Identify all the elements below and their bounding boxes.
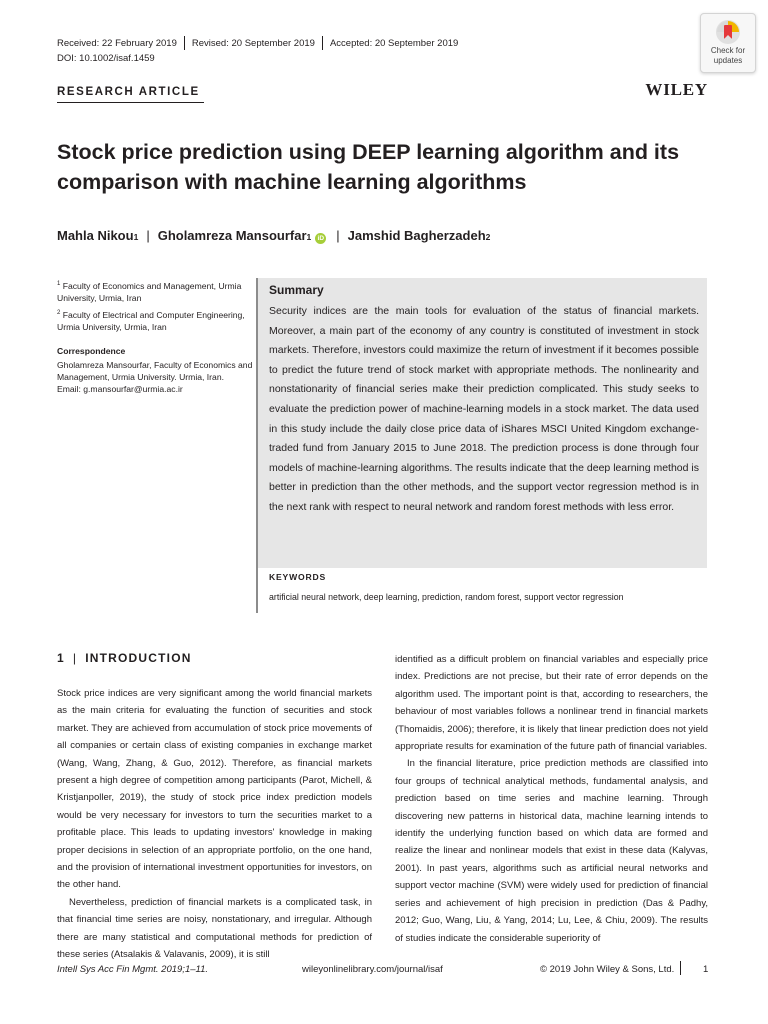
author-name[interactable]: Jamshid Bagherzadeh [347,228,486,243]
badge-label-line2: updates [713,56,743,65]
author-affiliation-mark: 1 [306,232,312,242]
body-paragraph: identified as a difficult problem on financial variables and especially price index. Predictions are not precise, but their rate of error depends on the algorithm used. The important point is that, according to researchers, the behaviour of most variables follows a nonlinear trend in financial markets (Thomaidis, 2006); therefore, it is likely that linear prediction does not yield appropriate results for examination of the future path of financial variables. [395,654,708,753]
orcid-icon[interactable]: iD [315,233,326,244]
article-dates [57,36,458,50]
summary-heading: Summary [269,283,324,297]
correspondence-email[interactable]: Email: g.mansourfar@urmia.ac.ir [57,384,183,394]
affiliation [57,307,252,333]
body-paragraph: Stock price indices are very significant among the world financial markets as the main criteria for evaluating the function of securities and stock market. They are achieved from accumulation of stock price movements of all companies or certain class of existing companies in exchange market (Wang, Wang, Zhang, & Guo, 2012). Therefore, as financial markets present a high degree of competition among participants (Parot, Michell, & Kristjanpoller, 2019), the study of stock price index prediction models would be very necessary for investors to turn the securities market to a profitable place. This leads to updating investors' knowledge in making proper decisions in selection of an appropriate portfolio, on the one hand, and the provision of international investment opportunities for investors, on the other hand. [57,688,372,891]
affiliation [57,278,252,304]
author-name[interactable]: Gholamreza Mansourfar [157,228,307,243]
article-type-underline [57,102,204,103]
body-paragraph: In the financial literature, price prediction methods are classified into four groups of technical analytical methods, fundamental analysis, and prediction based on time series and machine learning. Through discovering new patterns in historical data, machine learning intends to identify the underlying function based on which data are formed and realize the linear and nonlinear models that exist in these data (Kalyvas, 2001). In past years, algorithms such as artificial neural networks and support vector machine (SVM) were widely used for prediction of financial series and achievement of high precision in prediction (Das & Padhy, 2012; Guo, Wang, Liu, & Yang, 2014; Lu, Lee, & Chiu, 2009). The results of studies indicate the considerable superiority of [395,758,708,944]
doi[interactable]: DOI: 10.1002/isaf.1459 [57,53,155,64]
footer-divider [680,961,681,975]
correspondence-block [57,359,257,395]
article-title: Stock price prediction using DEEP learning algorithm and its comparison with machine learning algorithms [57,140,680,194]
author-affiliation-mark: 2 [485,232,491,242]
affiliation-text: Faculty of Electrical and Computer Engineering, Urmia University, Urmia, Iran [57,309,245,332]
footer-copyright: © 2019 John Wiley & Sons, Ltd. [540,964,675,975]
received-date: Received: 22 February 2019 [57,37,177,49]
body-paragraph: Nevertheless, prediction of financial markets is a complicated task, in that financial time series are noisy, nonstationary, and irregular. Although there are many statistical and computational methods for prediction of these series (Atsalakis & Valavanis, 2009), it is still [57,896,372,961]
section-number: 1 [57,651,65,665]
badge-label-line1: Check for [710,46,746,55]
date-divider [184,36,185,50]
correspondence-text: Gholamreza Mansourfar, Faculty of Economics and Management, Urmia University. Urmia, Iran. [57,360,253,382]
correspondence-heading: Correspondence [57,346,126,356]
affiliation-text: Faculty of Economics and Management, Urmia University, Urmia, Iran [57,280,242,303]
revised-date: Revised: 20 September 2019 [191,37,315,49]
section-title: INTRODUCTION [85,651,192,665]
page-number: 1 [703,964,709,975]
date-divider [322,36,323,50]
author-separator: | [146,228,150,243]
footer-journal: Intell Sys Acc Fin Mgmt. 2019;1–11. [57,964,209,975]
body-column-left [57,685,372,964]
summary-text: Security indices are the main tools for evaluation of the status of financial markets. Moreover, a main part of the economy of any country is constituted of investment in stock markets. Therefore, investors could maximize the return of investment if it becomes possible to predict the future trend of stock market with appropriate methods. The nonlinearity and nonstationarity of financial series make their prediction complicated. This study seeks to evaluate the prediction power of machine-learning models in a stock market. The data used in this study include the daily close price data of iShares MSCI United Kingdom exchange-traded fund from January 2015 to June 2018. The prediction process is done through four models of machine-learning algorithms. The results indicate that the deep learning method is better in prediction than the other methods, and the support vector regression method is in the next rank with respect to neural network and random forest methods with less error. [269,305,699,513]
affiliation-mark: 2 [57,310,61,316]
author-separator: | [336,228,340,243]
accepted-date: Accepted: 20 September 2019 [329,37,459,49]
affiliation-mark: 1 [57,281,61,287]
author-name[interactable]: Mahla Nikou [57,228,134,243]
footer-url[interactable]: wileyonlinelibrary.com/journal/isaf [302,964,443,975]
article-type: RESEARCH ARTICLE [57,86,200,98]
bookmark-icon [715,19,741,45]
keywords-heading: KEYWORDS [269,572,327,582]
section-separator: | [72,651,78,665]
section-heading [57,651,192,665]
check-for-updates-badge[interactable] [700,13,756,73]
keywords-text: artificial neural network, deep learning, prediction, random forest, support vector regression [269,592,624,602]
summary-rule [256,278,258,613]
publisher-logo: WILEY [645,80,708,99]
body-column-right [395,651,708,947]
author-list [57,228,490,244]
author-affiliation-mark: 1 [133,232,139,242]
